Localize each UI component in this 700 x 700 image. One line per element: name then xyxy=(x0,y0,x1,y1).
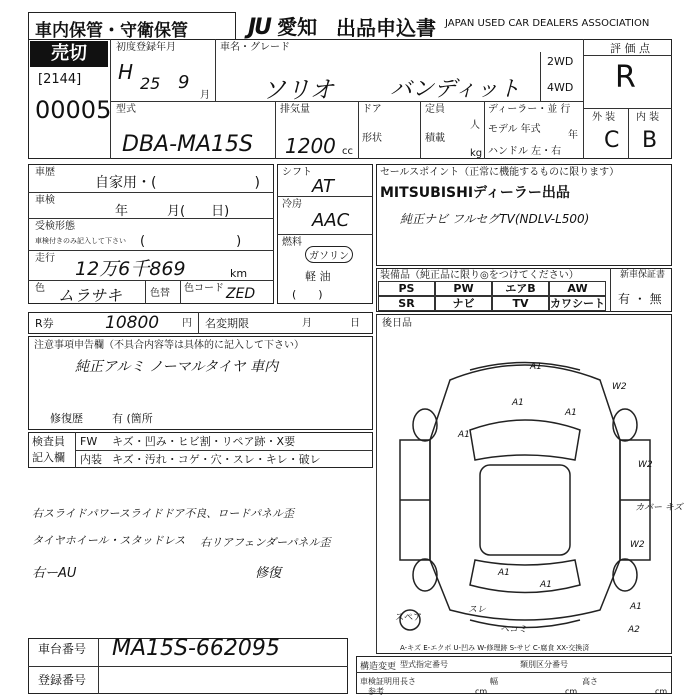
name-change-label: 名変期限 xyxy=(205,317,249,330)
rating-value: R xyxy=(615,60,636,95)
damage-mark: A1 xyxy=(498,568,510,578)
handle-label: ハンドル 左・右 xyxy=(488,146,562,157)
damage-mark: A1 xyxy=(630,602,642,612)
equipment-item: TV xyxy=(492,296,549,311)
exterior-label: 外 装 xyxy=(592,112,616,123)
repair-label: 修復歴 xyxy=(50,412,83,425)
ref-label: 参考 xyxy=(368,687,384,696)
interior-grade: B xyxy=(642,128,658,153)
displacement-value: 1200 xyxy=(285,134,336,158)
chassis-value: MA15S-662095 xyxy=(112,636,280,661)
equipment-item: カワシート xyxy=(550,297,605,310)
mileage-label: 走行 xyxy=(35,253,55,264)
exterior-grade: C xyxy=(604,128,620,153)
later-label: 後日品 xyxy=(382,318,412,329)
cert-label: 車検証明用 xyxy=(360,677,400,686)
door-label: ドア xyxy=(362,104,382,115)
reg-number-label: 登録番号 xyxy=(38,673,87,687)
inspector-label: 検査員 xyxy=(32,435,65,448)
year-unit: 年 xyxy=(568,130,578,141)
height-label: 高さ xyxy=(582,677,598,686)
warranty-label: 新車保証書 xyxy=(620,270,666,280)
damage-mark: スレ xyxy=(468,605,487,615)
equipment-item: PW xyxy=(435,281,492,296)
remark-line-4: 右リアフェンダーパネル歪 xyxy=(200,536,331,549)
mileage-value: 12万6千869 xyxy=(75,258,186,280)
remark-line-2: タイヤホイール・スタッドレス xyxy=(32,534,186,547)
tax-amount: 10800 xyxy=(105,313,160,333)
load-label: 積載 xyxy=(425,133,445,144)
doc-title: 出品申込書 xyxy=(336,16,436,40)
chassis-label: 車台番号 xyxy=(38,642,87,656)
history-value: 自家用・( ) xyxy=(95,175,260,191)
person-unit: 人 xyxy=(470,120,480,131)
sales-text: 純正ナビ フルセグTV(NDLV-L500) xyxy=(400,212,590,226)
remark-line-5: 修復 xyxy=(255,566,282,581)
status-badge: 売切 xyxy=(30,41,108,67)
designation-label: 型式指定番号 xyxy=(400,660,448,669)
ac-label: 冷房 xyxy=(282,199,302,210)
yen-unit: 円 xyxy=(182,318,192,329)
kg-unit: kg xyxy=(470,148,483,159)
rating-label: 評 価 点 xyxy=(610,42,650,55)
notes-label: 注意事項申告欄（不具合内容等は具体的に記入して下さい） xyxy=(34,340,304,351)
sales-label: セールスポイント（正常に機能するものに限ります） xyxy=(380,167,620,178)
notes-text: 純正アルミ ノーマルタイヤ 車内 xyxy=(75,359,279,375)
dealer-label: ディーラー・並 行 xyxy=(488,104,571,115)
shift-label: シフト xyxy=(282,167,312,178)
entry-label: 記入欄 xyxy=(32,451,65,464)
month-unit: 月 xyxy=(200,90,210,101)
reg-era: H xyxy=(118,60,134,84)
model-value: DBA-MA15S xyxy=(122,132,254,157)
model-year-label: モデル 年式 xyxy=(488,124,541,135)
name-change-day: 日 xyxy=(350,318,360,329)
shift-value: AT xyxy=(312,176,334,197)
equipment-item: PS xyxy=(378,281,435,296)
damage-mark: ヘコミ xyxy=(500,625,528,635)
equipment-item: AW xyxy=(549,281,606,296)
recycle-note: 車検付きのみ記入して下さい xyxy=(35,237,126,245)
damage-mark: A2 xyxy=(628,625,640,635)
history-label: 車歴 xyxy=(35,167,55,178)
car-grade: バンディット xyxy=(390,77,521,102)
recycle-label: 受検形態 xyxy=(35,221,75,232)
drive-2wd: 2WD xyxy=(547,55,574,68)
class-label: 類別区分番号 xyxy=(520,660,568,669)
fw-items: キズ・凹み・ヒビ割・リペア跡・X要 xyxy=(112,435,296,448)
damage-mark: A1 xyxy=(530,362,542,372)
reg-year: 25 xyxy=(140,74,161,93)
first-reg-label: 初度登録年月 xyxy=(116,42,176,53)
length-cm: cm xyxy=(475,687,488,696)
remark-line-3: 右ーAU xyxy=(32,566,77,581)
equipment-grid xyxy=(378,281,608,311)
width-cm: cm xyxy=(565,687,578,696)
damage-mark: A1 xyxy=(458,430,470,440)
assoc-name: JAPAN USED CAR DEALERS ASSOCIATION xyxy=(445,18,650,29)
fuel-other: ( ) xyxy=(292,288,323,301)
color-swap-label: 色替 xyxy=(150,288,170,299)
cc-unit: cc xyxy=(342,146,353,157)
name-change-month: 月 xyxy=(302,318,312,329)
equipment-item: エアB xyxy=(492,281,549,296)
ju-logo xyxy=(248,11,317,40)
km-unit: km xyxy=(230,267,248,280)
color-value: ムラサキ xyxy=(58,286,123,305)
equipment-label: 装備品（純正品に限り◎をつけてください） xyxy=(380,270,579,281)
structure-label: 構造変更 xyxy=(360,662,397,672)
damage-legend: A-キズ E-エクボ U-凹み W-修理跡 S-サビ C-腐食 XX-交換済 xyxy=(400,644,590,652)
ju-logo-text: JU xyxy=(248,15,271,40)
capacity-label: 定員 xyxy=(425,104,445,115)
damage-mark: W2 xyxy=(630,540,645,550)
equipment-item: SR xyxy=(378,296,435,311)
fuel-gas: ガソリン xyxy=(305,246,353,263)
shape-label: 形状 xyxy=(362,133,382,144)
diagram-marks xyxy=(380,330,683,650)
inspection-value: 年 月( 日) xyxy=(115,204,230,219)
drive-4wd: 4WD xyxy=(547,81,574,94)
length-label: 長さ xyxy=(400,677,416,686)
car-name: ソリオ xyxy=(262,76,334,104)
damage-mark: W2 xyxy=(612,382,627,392)
color-label: 色 xyxy=(35,283,45,294)
interior-check-items: キズ・汚れ・コゲ・穴・スレ・キレ・破レ xyxy=(112,453,321,466)
height-cm: cm xyxy=(655,687,668,696)
recycle-value: ( ) xyxy=(140,234,242,249)
car-name-label: 車名・グレード xyxy=(220,42,290,53)
warranty-value: 有 ・ 無 xyxy=(618,292,662,306)
width-label: 幅 xyxy=(490,677,498,686)
tax-frame xyxy=(28,312,373,334)
model-label: 型式 xyxy=(116,104,136,115)
color-code-label: 色コード xyxy=(184,283,224,294)
interior-label: 内 装 xyxy=(636,112,660,123)
sales-dealer: MITSUBISHIディーラー出品 xyxy=(380,185,570,201)
lot-code: [2144] xyxy=(38,72,82,87)
fw-label: FW xyxy=(80,435,98,448)
color-code-value: ZED xyxy=(226,286,256,302)
org-name: 愛知 xyxy=(277,15,318,39)
ac-value: AAC xyxy=(312,210,350,231)
equipment-item: ナビ xyxy=(435,296,492,311)
storage-label: 車内保管・守衛保管 xyxy=(35,21,188,41)
damage-mark: カバー キズ xyxy=(635,503,683,513)
spare-label: スペア xyxy=(395,613,423,623)
inspection-label: 車検 xyxy=(35,195,55,206)
remark-line-1: 右スライドパワースライドドア不良、ロードパネル歪 xyxy=(32,507,295,520)
displacement-label: 排気量 xyxy=(280,104,310,115)
storage-box xyxy=(28,12,236,40)
repair-value: 有 (箇所 xyxy=(112,412,153,425)
fuel-diesel: 軽 油 xyxy=(305,270,331,283)
damage-mark: A1 xyxy=(512,398,524,408)
damage-mark: A1 xyxy=(540,580,552,590)
fuel-label: 燃料 xyxy=(282,237,302,248)
damage-mark: A1 xyxy=(565,408,577,418)
damage-mark: W2 xyxy=(638,460,653,470)
tax-label: R券 xyxy=(35,317,54,330)
interior-check-label: 内装 xyxy=(80,453,102,466)
reg-month: 9 xyxy=(178,72,190,93)
lot-number: 00005 xyxy=(35,96,112,124)
